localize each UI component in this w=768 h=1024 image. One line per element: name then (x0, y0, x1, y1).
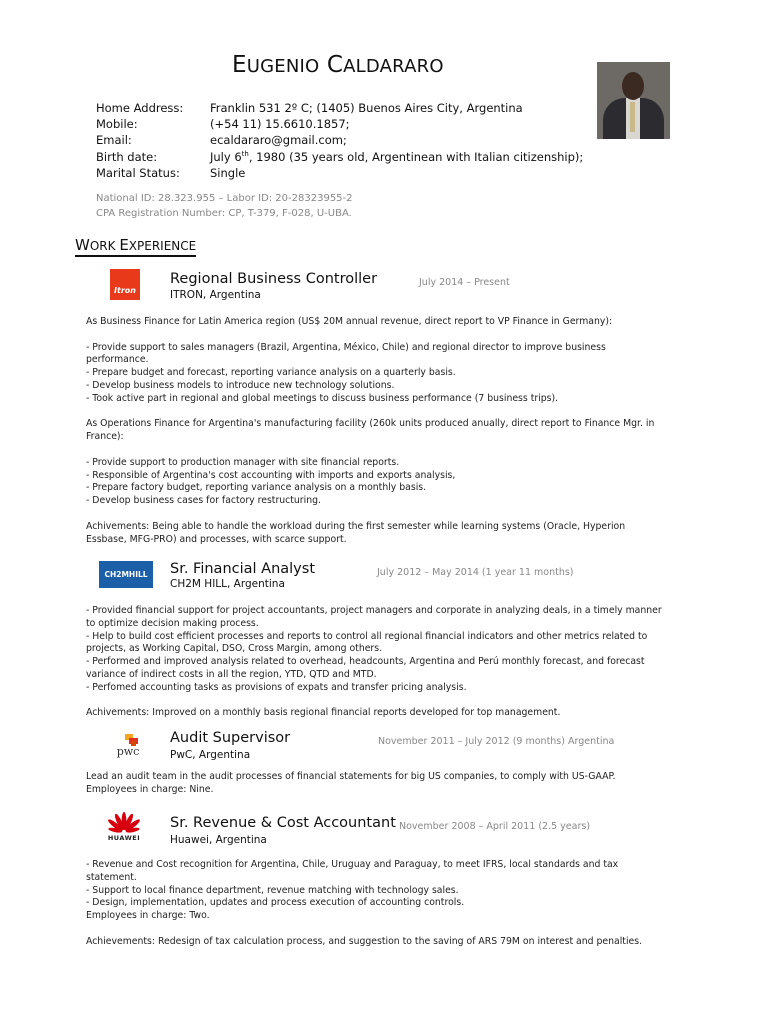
home-address-label: Home Address: (96, 101, 184, 115)
job-company: CH2M HILL, Argentina (170, 578, 285, 590)
job-paragraph: As Operations Finance for Argentina's manufacturing facility (260k units produced anually, direct report to Finance Mgr. in France): (86, 418, 655, 443)
job-paragraph: Achivements: Being able to handle the workload during the first semester while learning systems (Oracle, Hyperion Essbase, MFG-PRO) and processes, with scarce support. (86, 520, 626, 545)
job-paragraph: Lead an audit team in the audit processes of financial statements for big US companies, to comply with US-GAAP. Employees in charge: Nine. (86, 771, 616, 795)
job-title: Audit Supervisor (170, 730, 291, 746)
job-paragraph: - Provide support to production manager with site financial reports. - Responsible of Argentina's cost accounting with imports and exports analysis, - Prepare factory budget, reporting variance analysis on a monthly basis. - Develop business cases for factory restructuring. (86, 456, 456, 507)
birth-date-post: , 1980 (35 years old, Argentinean with Italian citizenship); (248, 149, 584, 164)
job-dates: July 2014 – Present (419, 277, 510, 288)
national-id: National ID: 28.323.955 – Labor ID: 20-28323955-2 (96, 193, 353, 204)
job-title: Sr. Financial Analyst (170, 561, 315, 577)
job-paragraph: - Provided financial support for project accountants, project managers and corporate in analyzing deals, in a timely manner to optimize decision making process. - Help to build cost efficient processes and reports to control all regional financial indicators and other metrics related to projects, as Working Capital, DSO, Cross Margin, among others. - Performed and improved analysis related to overhead, headcounts, Argentina and Perú monthly forecast, and forecast variance of indirect costs in all the region, YTD, QTD and MTD. - Perfomed accounting tasks as provisions of expats and transfer pricing analysis. (86, 605, 662, 693)
huawei-logo (104, 809, 144, 845)
cpa-registration: CPA Registration Number: CP, T-379, F-028, U-UBA. (96, 208, 352, 219)
name-last-rest: ALDARARO (343, 56, 444, 77)
mobile-label: Mobile: (96, 117, 138, 132)
ch2mhill-logo-text: CH2MHILL (104, 570, 148, 579)
birth-date-sup: th (241, 149, 249, 158)
birth-date-label: Birth date: (96, 149, 158, 164)
email-label: Email: (96, 133, 132, 148)
section-work-experience (75, 236, 196, 257)
name-first-rest: UGENIO (246, 56, 320, 77)
job-paragraph: As Business Finance for Latin America region (US$ 20M annual revenue, direct report to VP Finance in Germany): (86, 316, 613, 327)
job-paragraph: - Provide support to sales managers (Brazil, Argentina, México, Chile) and regional director to improve business performance. - Prepare budget and forecast, reporting variance analysis on a quarterly basis. - Develop business models to introduce new technology solutions. - Took active part in regional and global meetings to discuss business performance (7 business trips). (86, 341, 606, 404)
birth-date-value (210, 150, 583, 164)
job-company: ITRON, Argentina (170, 289, 261, 301)
job-description (86, 605, 666, 720)
home-address-value: Franklin 531 2º C; (1405) Buenos Aires City, Argentina (210, 101, 523, 115)
pwc-logo-text: pwc (116, 745, 140, 758)
itron-logo (110, 269, 140, 300)
job-company: Huawei, Argentina (170, 834, 267, 846)
profile-photo (597, 62, 670, 139)
ch2mhill-logo (99, 561, 153, 588)
name-first-initial: E (232, 52, 247, 78)
job-description (86, 316, 666, 546)
huawei-logo-text: HUAWEI (107, 834, 141, 842)
marital-status-value: Single (210, 165, 246, 180)
marital-status-label: Marital Status: (96, 165, 180, 180)
job-paragraph: Achivements: Improved on a monthly basis regional financial reports developed for top management. (86, 707, 561, 719)
job-dates: July 2012 – May 2014 (1 year 11 months) (377, 567, 574, 578)
job-dates: November 2011 – July 2012 (9 months) Argentina (378, 736, 615, 747)
section-initial-2: E (119, 236, 129, 254)
section-rest-2: XPERIENCE (128, 239, 197, 253)
birth-date-pre: July 6 (210, 149, 242, 164)
name-last-initial: C (326, 52, 344, 78)
huawei-logo-mark (107, 812, 141, 834)
candidate-name (232, 52, 444, 78)
job-paragraph: - Revenue and Cost recognition for Argentina, Chile, Uruguay and Paraguay, to meet IFRS, local standards and tax statement. - Support to local finance department, revenue matching with technology sales. - Design, implementation, updates and process execution of accounting controls. Employees in charge: Two. (86, 859, 619, 922)
job-description (86, 859, 666, 949)
job-title: Sr. Revenue & Cost Accountant (170, 815, 396, 831)
id-numbers (96, 191, 353, 221)
itron-logo-text: Itron (114, 286, 136, 295)
email-value[interactable]: ecaldararo@gmail.com; (210, 133, 347, 148)
section-initial: W (75, 236, 90, 254)
job-description (86, 771, 666, 797)
job-dates: November 2008 – April 2011 (2.5 years) (399, 821, 591, 832)
job-paragraph: Achievements: Redesign of tax calculation process, and suggestion to the saving of ARS 79M on interest and penalties. (86, 935, 643, 947)
section-rest-1: ORK (89, 239, 120, 253)
job-title: Regional Business Controller (170, 271, 378, 287)
mobile-value: (+54 11) 15.6610.1857; (210, 117, 350, 132)
job-company: PwC, Argentina (170, 749, 251, 761)
pwc-logo (108, 731, 148, 761)
